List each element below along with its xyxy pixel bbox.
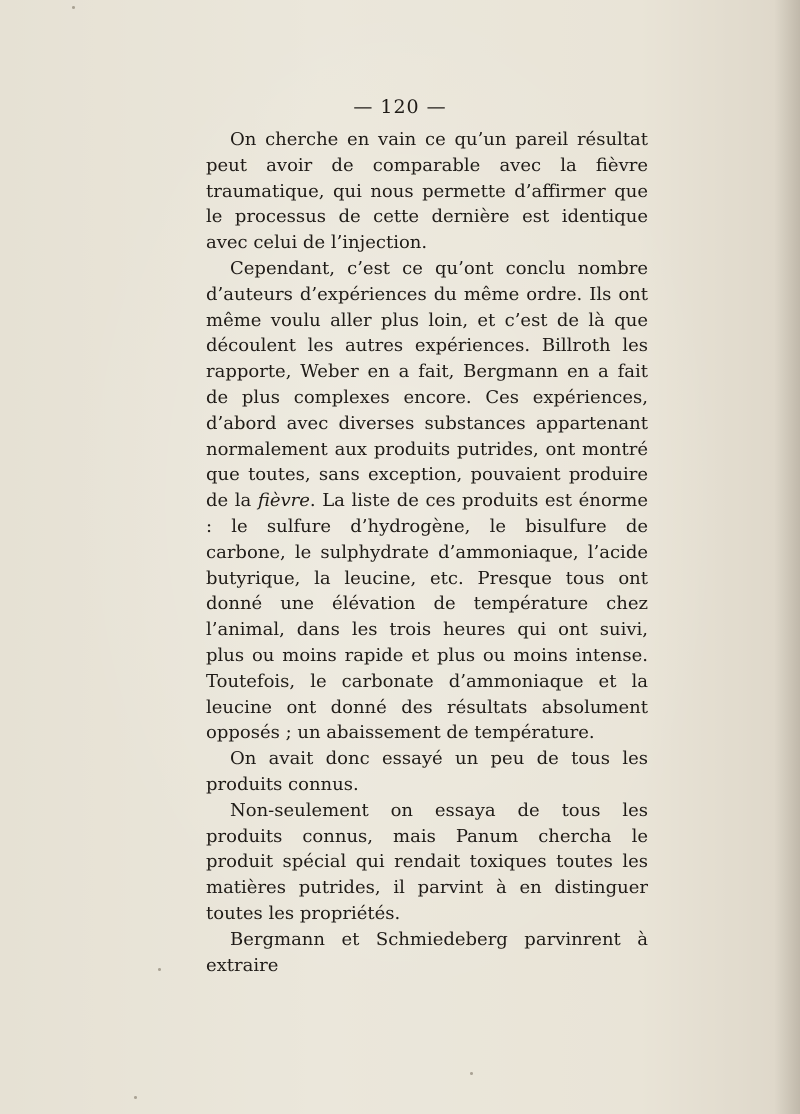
paragraph: On cherche en vain ce qu’un pareil résultat peut avoir de comparable avec la fièvre traumatique, qui nous permette d’affirmer que le processus de cette dernière est identique avec celui de l’injection. (206, 129, 648, 254)
body-text (206, 127, 648, 978)
binding-shadow (774, 0, 800, 1114)
paragraph (206, 256, 648, 746)
paragraph-text: . La liste de ces produits est énorme : le sulfure d’hydrogène, le bisulfure de carbone, le sulphydrate d’ammoniaque, l’acide butyrique, la leucine, etc. Presque tous ont donné une élévation de température chez l’animal, dans les trois heures qui ont suivi, plus ou moins rapide et plus ou moins intense. Toutefois, le carbonate d’ammoniaque et la leucine ont donné des résultats absolument opposés ; un abaissement de température. (206, 490, 649, 744)
paragraph-text: Cependant, c’est ce qu’ont conclu nombre d’auteurs d’expériences du même ordre. Ils ont même voulu aller plus loin, et c’est de là que découlent les autres expériences. Billroth les rapporte, Weber en a fait, Bergmann en a fait de plus complexes encore. Ces expériences, d’abord avec diverses substances appartenant normalement aux produits putrides, ont montré que toutes, sans exception, pouvaient produire de la (206, 257, 648, 512)
emphasized-word: fièvre (257, 490, 310, 512)
page-number: — 120 — (353, 96, 447, 118)
paragraph: On avait donc essayé un peu de tous les produits connus. (206, 748, 648, 795)
paper-speck (72, 6, 75, 9)
paragraph: Non-seulement on essaya de tous les produits connus, mais Panum chercha le produit spécial qui rendait toxiques toutes les matières putrides, il parvint à en distinguer toutes les propriétés. (206, 799, 648, 924)
paragraph: Bergmann et Schmiedeberg parvinrent à extraire (206, 928, 648, 976)
paper-speck (470, 1072, 473, 1075)
paper-speck (134, 1096, 137, 1099)
paper-speck (158, 968, 161, 971)
